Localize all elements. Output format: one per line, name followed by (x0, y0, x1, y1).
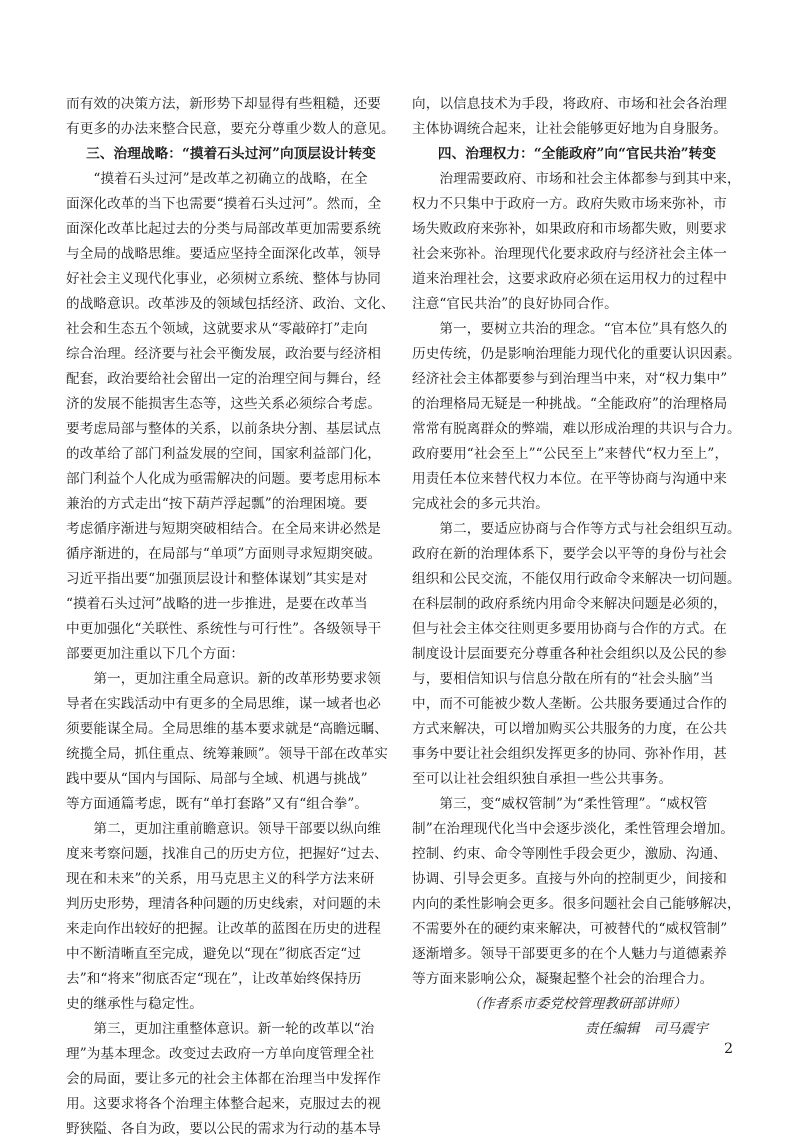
text-line: 循序渐进的，在局部与“单项”方面则寻求短期突破。 (66, 546, 382, 562)
text-line: 考虑循序渐进与短期突破相结合。在全局来讲必然是 (66, 521, 381, 537)
text-line: 野狭隘、各自为政，要以公民的需求为行动的基本导 (66, 1121, 381, 1137)
editor-credit: 责任编辑 司马震宇 (584, 1021, 708, 1037)
text-line: 等方面来影响公众，凝聚起整个社会的治理合力。 (412, 971, 714, 987)
text-line: 常常有脱离群众的弊端，难以形成治理的共识与合力。 (412, 421, 741, 437)
text-line: 来走向作出较好的把握。让改革的蓝图在历史的进程 (66, 921, 381, 937)
text-line: 好社会主义现代化事业，必须树立系统、整体与协同 (66, 271, 381, 287)
text-line: 不需要外在的硬约束来解决，可被替代的“威权管制” (412, 921, 728, 937)
section-heading: 三、治理战略：“摸着石头过河”向顶层设计转变 (86, 146, 376, 162)
text-line: 第三，变“威权管制”为“柔性管理”。“威权管 (412, 796, 708, 812)
text-line: 治理需要政府、市场和社会主体都参与到其中来， (412, 171, 741, 187)
text-line: 兼治的方式走出“按下葫芦浮起瓢”的治理困境。要 (66, 496, 368, 512)
text-line: 历史传统，仍是影响治理能力现代化的重要认识因素。 (412, 346, 741, 362)
page-number: 2 (724, 1041, 733, 1057)
text-line: 导者在实践活动中有更多的全局思维，谋一域者也必 (66, 696, 381, 712)
text-line: “摸着石头过河”战略的进一步推进，是要在改革当 (66, 596, 368, 612)
text-line: 综合治理。经济要与社会平衡发展，政治要与经济相 (66, 346, 381, 362)
text-line: 经济社会主体都要参与到治理当中来，对“权力集中” (412, 371, 728, 387)
section-heading: 四、治理权力：“全能政府”向“官民共治”转变 (437, 146, 717, 162)
text-line: 中，而不可能被少数人垄断。公共服务要通过合作的 (412, 696, 727, 712)
text-line: 在科层制的政府系统内用命令来解决问题是必须的， (412, 596, 727, 612)
text-line: 第一，更加注重全局意识。新的改革形势要求领 (66, 671, 381, 687)
text-line: 制度设计层面要充分尊重各种社会组织以及公民的参 (412, 646, 727, 662)
text-line: 协调、引导会更多。直接与外向的控制更少，间接和 (412, 871, 727, 887)
text-line: 控制、约束、命令等刚性手段会更少，激励、沟通、 (412, 846, 727, 862)
text-line: 部门利益个人化成为亟需解决的问题。要考虑用标本 (66, 471, 381, 487)
text-line: 去”和“将来”彻底否定“现在”，让改革始终保持历 (66, 971, 362, 987)
text-line: 主体协调统合起来，让社会能够更好地为自身服务。 (412, 121, 727, 137)
text-line: 权力不只集中于政府一方。政府失败市场来弥补，市 (412, 196, 727, 212)
right-column (412, 92, 742, 1042)
text-line: 政府在新的治理体系下，要学会以平等的身份与社会 (412, 546, 727, 562)
text-line: 第三，更加注重整体意识。新一轮的改革以“治 (66, 1021, 375, 1037)
text-line: 向，以信息技术为手段，将政府、市场和社会各治理 (412, 96, 727, 112)
text-line: 注意“官民共治”的良好协同合作。 (412, 296, 618, 312)
text-line: 场失败政府来弥补，如果政府和市场都失败，则要求 (412, 221, 727, 237)
text-line: 至可以让社会组织独自承担一些公共事务。 (412, 771, 673, 787)
text-line: 判历史形势，理清各种问题的历史线索，对问题的未 (66, 896, 381, 912)
text-line: “摸着石头过河”是改革之初确立的战略，在全 (66, 171, 368, 187)
text-line: 第二，要适应协商与合作等方式与社会组织互动。 (412, 521, 741, 537)
author-byline: （作者系市委党校管理教研部讲师） (467, 996, 687, 1012)
text-line: 社会和生态五个领域，这就要求从“零敲碎打”走向 (66, 321, 368, 337)
text-line: 完成社会的多元共治。 (412, 496, 549, 512)
text-line: 组织和公民交流，不能仅用行政命令来解决一切问题。 (412, 571, 741, 587)
text-line: 面深化改革的当下也需要“摸着石头过河”。然而，全 (66, 196, 382, 212)
text-line: 中更加强化“关联性、系统性与可行性”。各级领导干 (66, 621, 382, 637)
text-line: 等方面通篇考虑，既有“单打套路”又有“组合拳”。 (66, 796, 369, 812)
text-line: 须要能谋全局。全局思维的基本要求就是“高瞻远瞩、 (66, 721, 389, 737)
text-line: 道来治理社会，这要求政府必须在运用权力的过程中 (412, 271, 727, 287)
text-line: 而有效的决策方法，新形势下却显得有些粗糙，还要 (66, 96, 381, 112)
text-line: 部要更加注重以下几个方面： (66, 646, 245, 662)
text-line: 面深化改革比起过去的分类与局部改革更加需要系统 (66, 221, 381, 237)
text-line: 的治理格局无疑是一种挑战。“全能政府”的治理格局 (412, 396, 728, 412)
text-line: 的改革给了部门利益发展的空间，国家利益部门化， (66, 446, 381, 462)
text-line: 的战略意识。改革涉及的领域包括经济、政治、文化、 (66, 296, 395, 312)
text-line: 度来考察问题，找准自己的历史方位，把握好“过去、 (66, 846, 389, 862)
text-line: 会的局面，要让多元的社会主体都在治理当中发挥作 (66, 1071, 381, 1087)
text-line: 史的继承性与稳定性。 (66, 996, 203, 1012)
text-line: 用。这要求将各个治理主体整合起来，克服过去的视 (66, 1096, 381, 1112)
text-line: 制”在治理现代化当中会逐步淡化，柔性管理会增加。 (412, 821, 735, 837)
text-line: 习近平指出要“加强顶层设计和整体谋划”其实是对 (66, 571, 368, 587)
left-column (66, 92, 396, 1142)
text-line: 但与社会主体交往则更多要用协商与合作的方式。在 (412, 621, 727, 637)
text-line: 践中要从“国内与国际、局部与全域、机遇与挑战” (66, 771, 368, 787)
text-line: 用责任本位来替代权力本位。在平等协商与沟通中来 (412, 471, 727, 487)
text-line: 统揽全局，抓住重点、统筹兼顾”。领导干部在改革实 (66, 746, 389, 762)
text-line: 逐渐增多。领导干部要更多的在个人魅力与道德素养 (412, 946, 727, 962)
text-line: 济的发展不能损害生态等，这些关系必须综合考虑。 (66, 396, 381, 412)
text-line: 与，要相信知识与信息分散在所有的“社会头脑”当 (412, 671, 714, 687)
text-line: 有更多的办法来整合民意，要充分尊重少数人的意见。 (66, 121, 395, 137)
text-line: 政府要用“社会至上”“公民至上”来替代“权力至上”， (412, 446, 729, 462)
text-line: 与全局的战略思维。要适应坚持全面深化改革，领导 (66, 246, 381, 262)
text-line: 中不断清晰直至完成，避免以“现在”彻底否定“过 (66, 946, 362, 962)
text-line: 社会来弥补。治理现代化要求政府与经济社会主体一 (412, 246, 727, 262)
text-line: 要考虑局部与整体的关系，以前条块分割、基层试点 (66, 421, 381, 437)
text-line: 现在和未来”的关系，用马克思主义的科学方法来研 (66, 871, 375, 887)
text-line: 第一，要树立共治的理念。“官本位”具有悠久的 (412, 321, 728, 337)
text-line: 配套，政治要给社会留出一定的治理空间与舞台，经 (66, 371, 381, 387)
text-line: 理”为基本理念。改变过去政府一方单向度管理全社 (66, 1046, 375, 1062)
text-line: 事务中要让社会组织发挥更多的协同、弥补作用，甚 (412, 746, 727, 762)
text-line: 内向的柔性影响会更多。很多问题社会自己能够解决， (412, 896, 741, 912)
text-line: 第二，更加注重前瞻意识。领导干部要以纵向维 (66, 821, 381, 837)
text-line: 方式来解决，可以增加购买公共服务的力度，在公共 (412, 721, 727, 737)
